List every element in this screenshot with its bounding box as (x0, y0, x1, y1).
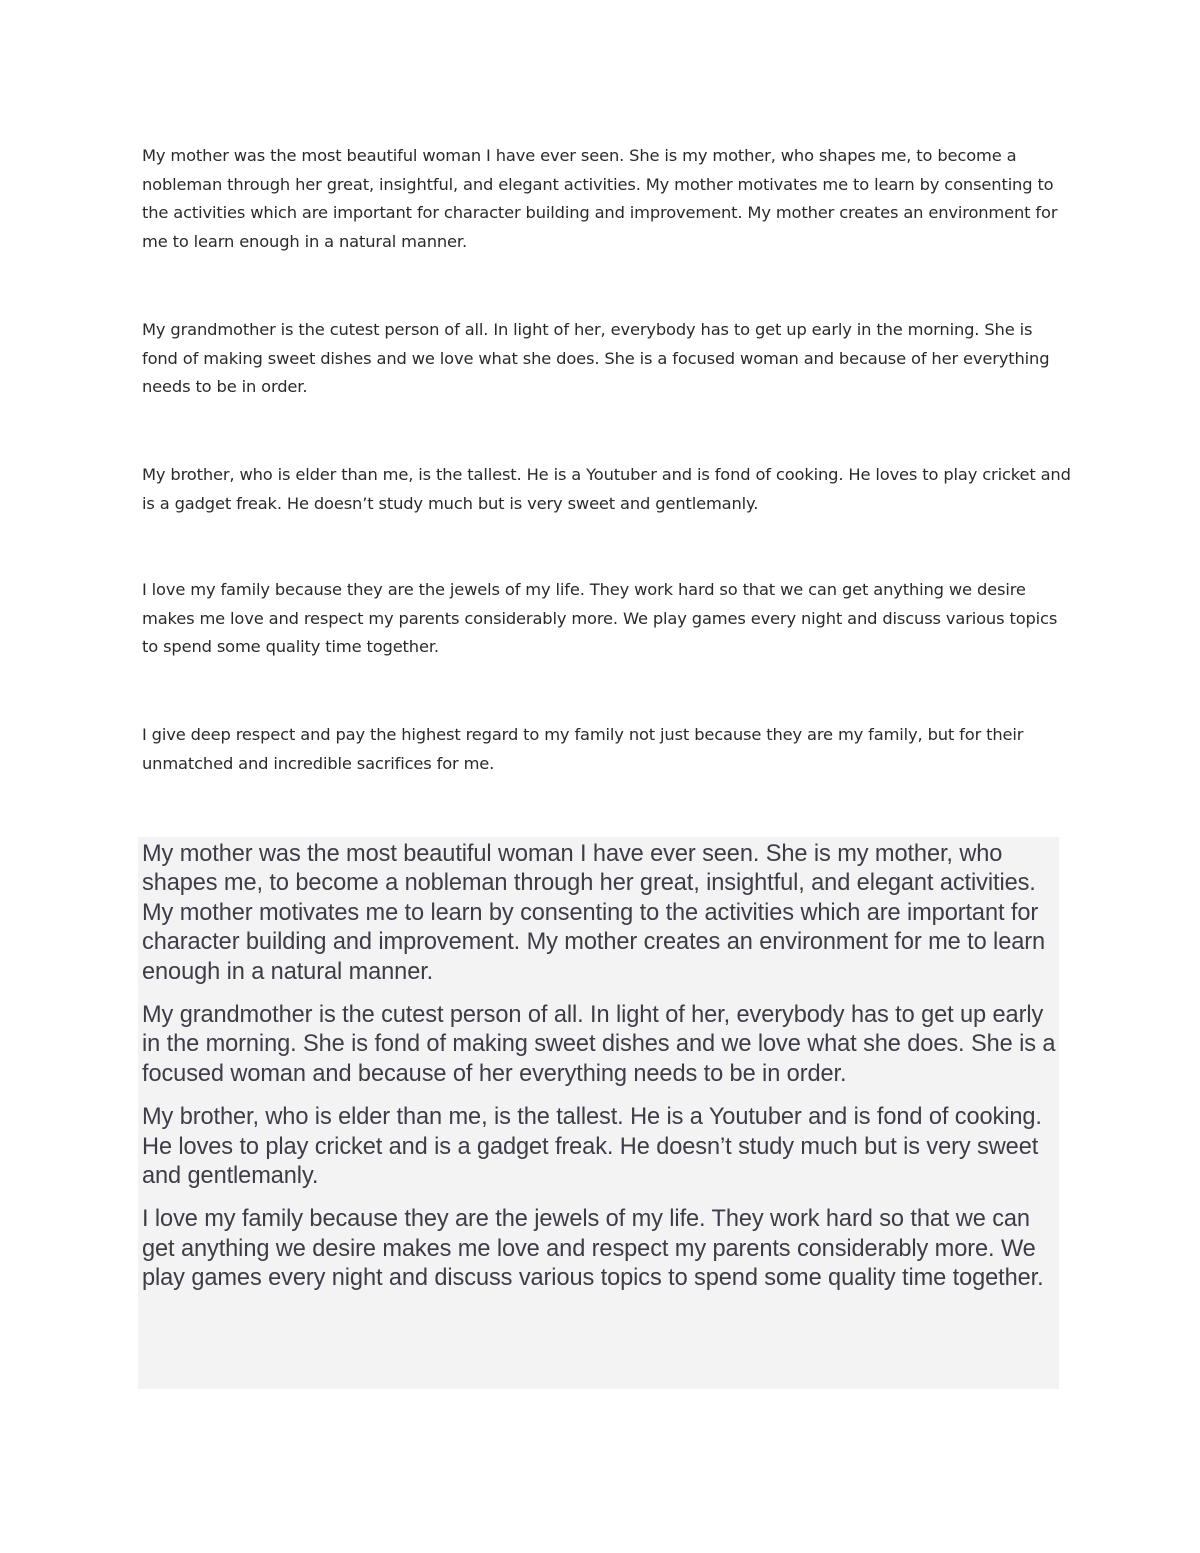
highlighted-paragraph-grandmother: My grandmother is the cutest person of all. In light of her, everybody has to get up early in the morning. She is fond of making sweet dishes and we love what she does. She is a focused woman and because of her everything needs to be in order. (142, 1002, 1056, 1087)
highlighted-paragraph-brother: My brother, who is elder than me, is the tallest. He is a Youtuber and is fond of cooking. He loves to play cricket and is a gadget freak. He doesn’t study much but is very sweet and gentlemanly. (142, 1104, 1042, 1190)
highlighted-text-block (138, 837, 1059, 1389)
paragraph-respect: I give deep respect and pay the highest regard to my family not just because they are my family, but for their unmatched and incredible sacrifices for me. (142, 725, 1024, 773)
paragraph-brother: My brother, who is elder than me, is the tallest. He is a Youtuber and is fond of cooking. He loves to play cricket and is a gadget freak. He doesn’t study much but is very sweet and gentlemanly. (142, 465, 1071, 513)
paragraph-mother: My mother was the most beautiful woman I have ever seen. She is my mother, who shapes me, to become a nobleman through her great, insightful, and elegant activities. My mother motivates me to learn by consenting to the activities which are important for character building and improvement. My mother creates an environment for me to learn enough in a natural manner. (142, 146, 1058, 251)
highlighted-paragraph-mother: My mother was the most beautiful woman I have ever seen. She is my mother, who shapes me, to become a nobleman through her great, insightful, and elegant activities. My mother motivates me to learn by consenting to the activities which are important for character building and improvement. My mother creates an environment for me to learn enough in a natural manner. (142, 841, 1046, 985)
paragraph-family-love: I love my family because they are the jewels of my life. They work hard so that we can get anything we desire makes me love and respect my parents considerably more. We play games every night and discuss various topics to spend some quality time together. (142, 580, 1058, 657)
paragraph-grandmother: My grandmother is the cutest person of all. In light of her, everybody has to get up early in the morning. She is fond of making sweet dishes and we love what she does. She is a focused woman and because of her everything needs to be in order. (142, 320, 1050, 397)
highlighted-paragraph-family-love: I love my family because they are the jewels of my life. They work hard so that we can get anything we desire makes me love and respect my parents considerably more. We play games every night and discuss various topics to spend some quality time together. (142, 1206, 1044, 1292)
